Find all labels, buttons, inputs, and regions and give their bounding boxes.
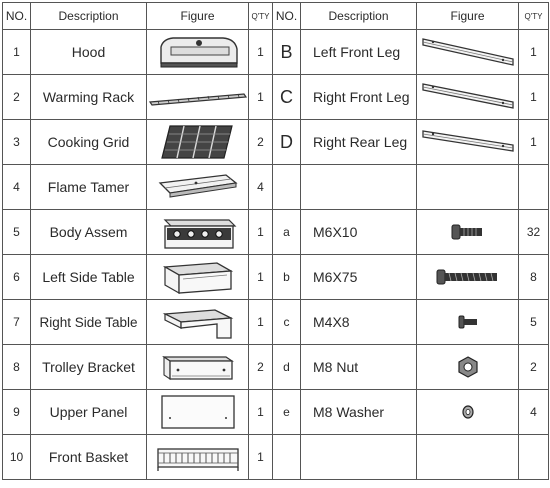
table-row bbox=[3, 435, 549, 480]
header-description: Description bbox=[31, 3, 147, 30]
table-row bbox=[3, 300, 549, 345]
part-figure bbox=[147, 210, 249, 255]
part-description: Left Front Leg bbox=[301, 30, 417, 75]
part-figure bbox=[147, 435, 249, 480]
part-qty: 1 bbox=[519, 120, 549, 165]
body-assembly-icon bbox=[155, 212, 241, 252]
screw-m4x8-icon bbox=[453, 313, 483, 331]
part-number: B bbox=[273, 30, 301, 75]
part-qty: 2 bbox=[519, 345, 549, 390]
part-figure bbox=[147, 120, 249, 165]
part-description: Cooking Grid bbox=[31, 120, 147, 165]
part-figure bbox=[147, 165, 249, 210]
front-basket-icon bbox=[152, 439, 244, 475]
part-description: Warming Rack bbox=[31, 75, 147, 120]
part-number: 9 bbox=[3, 390, 31, 435]
part-number: b bbox=[273, 255, 301, 300]
part-qty bbox=[519, 165, 549, 210]
table-row bbox=[3, 345, 549, 390]
part-qty: 1 bbox=[249, 390, 273, 435]
part-description bbox=[301, 435, 417, 480]
part-description: Flame Tamer bbox=[31, 165, 147, 210]
part-figure bbox=[147, 390, 249, 435]
header-no: NO. bbox=[3, 3, 31, 30]
part-number: 10 bbox=[3, 435, 31, 480]
header-no-2: NO. bbox=[273, 3, 301, 30]
table-row bbox=[3, 75, 549, 120]
part-figure bbox=[417, 435, 519, 480]
part-number: d bbox=[273, 345, 301, 390]
part-number: 8 bbox=[3, 345, 31, 390]
part-description: Right Rear Leg bbox=[301, 120, 417, 165]
part-description: Right Front Leg bbox=[301, 75, 417, 120]
part-description: Hood bbox=[31, 30, 147, 75]
part-figure bbox=[417, 300, 519, 345]
part-qty bbox=[519, 435, 549, 480]
part-qty: 4 bbox=[249, 165, 273, 210]
part-description: Trolley Bracket bbox=[31, 345, 147, 390]
part-qty: 1 bbox=[249, 30, 273, 75]
part-qty: 8 bbox=[519, 255, 549, 300]
table-row bbox=[3, 255, 549, 300]
part-figure bbox=[417, 255, 519, 300]
hood-icon bbox=[153, 33, 243, 71]
part-qty: 5 bbox=[519, 300, 549, 345]
table-row bbox=[3, 120, 549, 165]
washer-icon bbox=[458, 402, 478, 422]
part-figure bbox=[417, 75, 519, 120]
part-qty: 1 bbox=[249, 210, 273, 255]
part-description: Upper Panel bbox=[31, 390, 147, 435]
part-description: M4X8 bbox=[301, 300, 417, 345]
part-description: M6X10 bbox=[301, 210, 417, 255]
part-number: 7 bbox=[3, 300, 31, 345]
parts-table bbox=[2, 2, 549, 480]
part-figure bbox=[417, 165, 519, 210]
part-number: D bbox=[273, 120, 301, 165]
header-qty: Q'TY bbox=[249, 3, 273, 30]
part-figure bbox=[147, 300, 249, 345]
part-number: 5 bbox=[3, 210, 31, 255]
part-qty: 1 bbox=[249, 435, 273, 480]
header-description-2: Description bbox=[301, 3, 417, 30]
part-figure bbox=[147, 30, 249, 75]
nut-icon bbox=[456, 355, 480, 379]
part-qty: 1 bbox=[519, 30, 549, 75]
part-figure bbox=[147, 255, 249, 300]
part-qty: 1 bbox=[249, 75, 273, 120]
part-qty: 2 bbox=[249, 345, 273, 390]
part-number: a bbox=[273, 210, 301, 255]
table-row bbox=[3, 30, 549, 75]
trolley-bracket-icon bbox=[156, 349, 240, 385]
part-number: 1 bbox=[3, 30, 31, 75]
table-row bbox=[3, 210, 549, 255]
table-row bbox=[3, 390, 549, 435]
part-figure bbox=[417, 210, 519, 255]
part-number: 2 bbox=[3, 75, 31, 120]
part-description: M8 Nut bbox=[301, 345, 417, 390]
part-number bbox=[273, 165, 301, 210]
right-side-table-icon bbox=[157, 302, 239, 342]
part-description: Right Side Table bbox=[31, 300, 147, 345]
warming-rack-icon bbox=[148, 82, 248, 112]
part-number bbox=[273, 435, 301, 480]
header-row bbox=[3, 3, 549, 30]
part-qty: 1 bbox=[249, 255, 273, 300]
part-number: 3 bbox=[3, 120, 31, 165]
part-figure bbox=[417, 345, 519, 390]
part-figure bbox=[147, 75, 249, 120]
part-qty: 1 bbox=[519, 75, 549, 120]
header-figure-2: Figure bbox=[417, 3, 519, 30]
part-description: Left Side Table bbox=[31, 255, 147, 300]
part-description bbox=[301, 165, 417, 210]
left-front-leg-icon bbox=[419, 33, 517, 71]
part-description: Front Basket bbox=[31, 435, 147, 480]
part-number: c bbox=[273, 300, 301, 345]
upper-panel-icon bbox=[156, 392, 240, 432]
right-front-leg-icon bbox=[419, 78, 517, 116]
cooking-grid-icon bbox=[152, 122, 244, 162]
part-number: C bbox=[273, 75, 301, 120]
part-description: M6X75 bbox=[301, 255, 417, 300]
part-qty: 1 bbox=[249, 300, 273, 345]
bolt-m6x75-icon bbox=[433, 267, 503, 287]
part-number: 4 bbox=[3, 165, 31, 210]
part-figure bbox=[147, 345, 249, 390]
part-description: Body Assem bbox=[31, 210, 147, 255]
part-number: 6 bbox=[3, 255, 31, 300]
bolt-m6x10-icon bbox=[448, 222, 488, 242]
header-qty-2: Q'TY bbox=[519, 3, 549, 30]
part-qty: 32 bbox=[519, 210, 549, 255]
part-figure bbox=[417, 30, 519, 75]
part-description: M8 Washer bbox=[301, 390, 417, 435]
table-row bbox=[3, 165, 549, 210]
right-rear-leg-icon bbox=[419, 123, 517, 161]
part-figure bbox=[417, 390, 519, 435]
header-figure: Figure bbox=[147, 3, 249, 30]
part-number: e bbox=[273, 390, 301, 435]
part-qty: 2 bbox=[249, 120, 273, 165]
part-figure bbox=[417, 120, 519, 165]
part-qty: 4 bbox=[519, 390, 549, 435]
flame-tamer-icon bbox=[156, 169, 240, 205]
left-side-table-icon bbox=[157, 257, 239, 297]
